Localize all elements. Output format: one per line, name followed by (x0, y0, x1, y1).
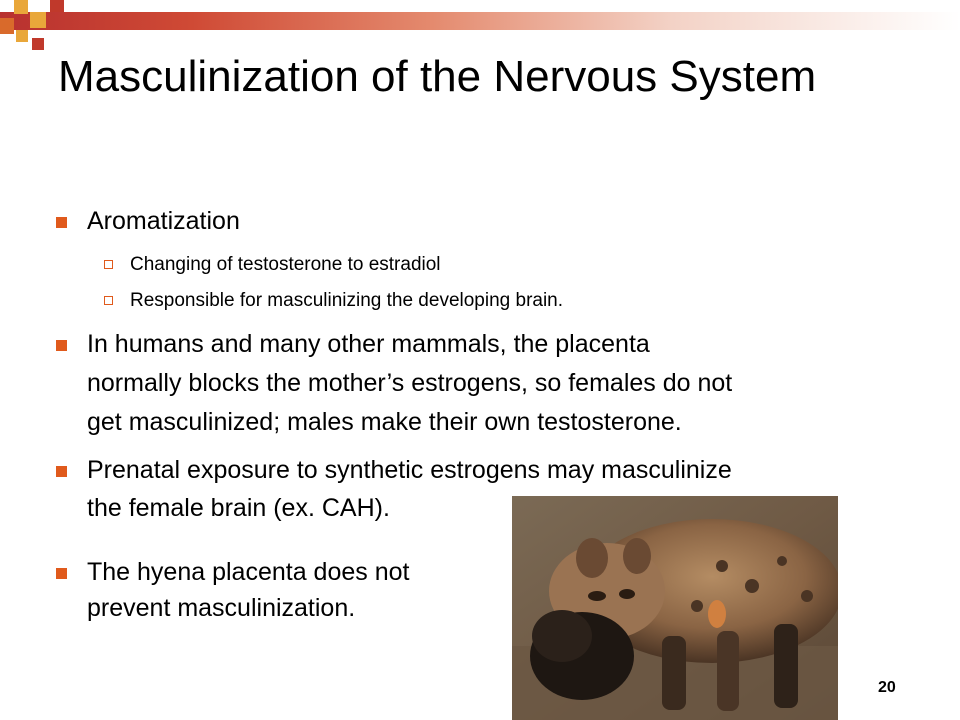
sub-bullet-text: Responsible for masculinizing the developing brain. (130, 290, 564, 311)
bullet-line: In humans and many other mammals, the placenta (87, 330, 650, 358)
hyena-photo (512, 496, 838, 720)
sub-bullet-marker (104, 296, 113, 305)
page-number: 20 (878, 679, 896, 696)
bullet-line: Prenatal exposure to synthetic estrogens may masculinize (87, 456, 732, 484)
bullet-marker (56, 466, 67, 477)
bullet-marker (56, 568, 67, 579)
bullet-line: the female brain (ex. CAH). (87, 494, 390, 522)
bullet-line: prevent masculinization. (87, 594, 356, 622)
sub-bullet-marker (104, 260, 113, 269)
bullet-marker (56, 340, 67, 351)
bullet-line: The hyena placenta does not (87, 558, 410, 586)
bullet-line: normally blocks the mother’s estrogens, so females do not (87, 369, 733, 397)
bullet-line: get masculinized; males make their own testosterone. (87, 408, 682, 436)
sub-bullet-text: Changing of testosterone to estradiol (130, 254, 441, 275)
slide-title: Masculinization of the Nervous System (58, 52, 817, 101)
bullet-marker (56, 217, 67, 228)
bullet-text: Aromatization (87, 207, 240, 235)
